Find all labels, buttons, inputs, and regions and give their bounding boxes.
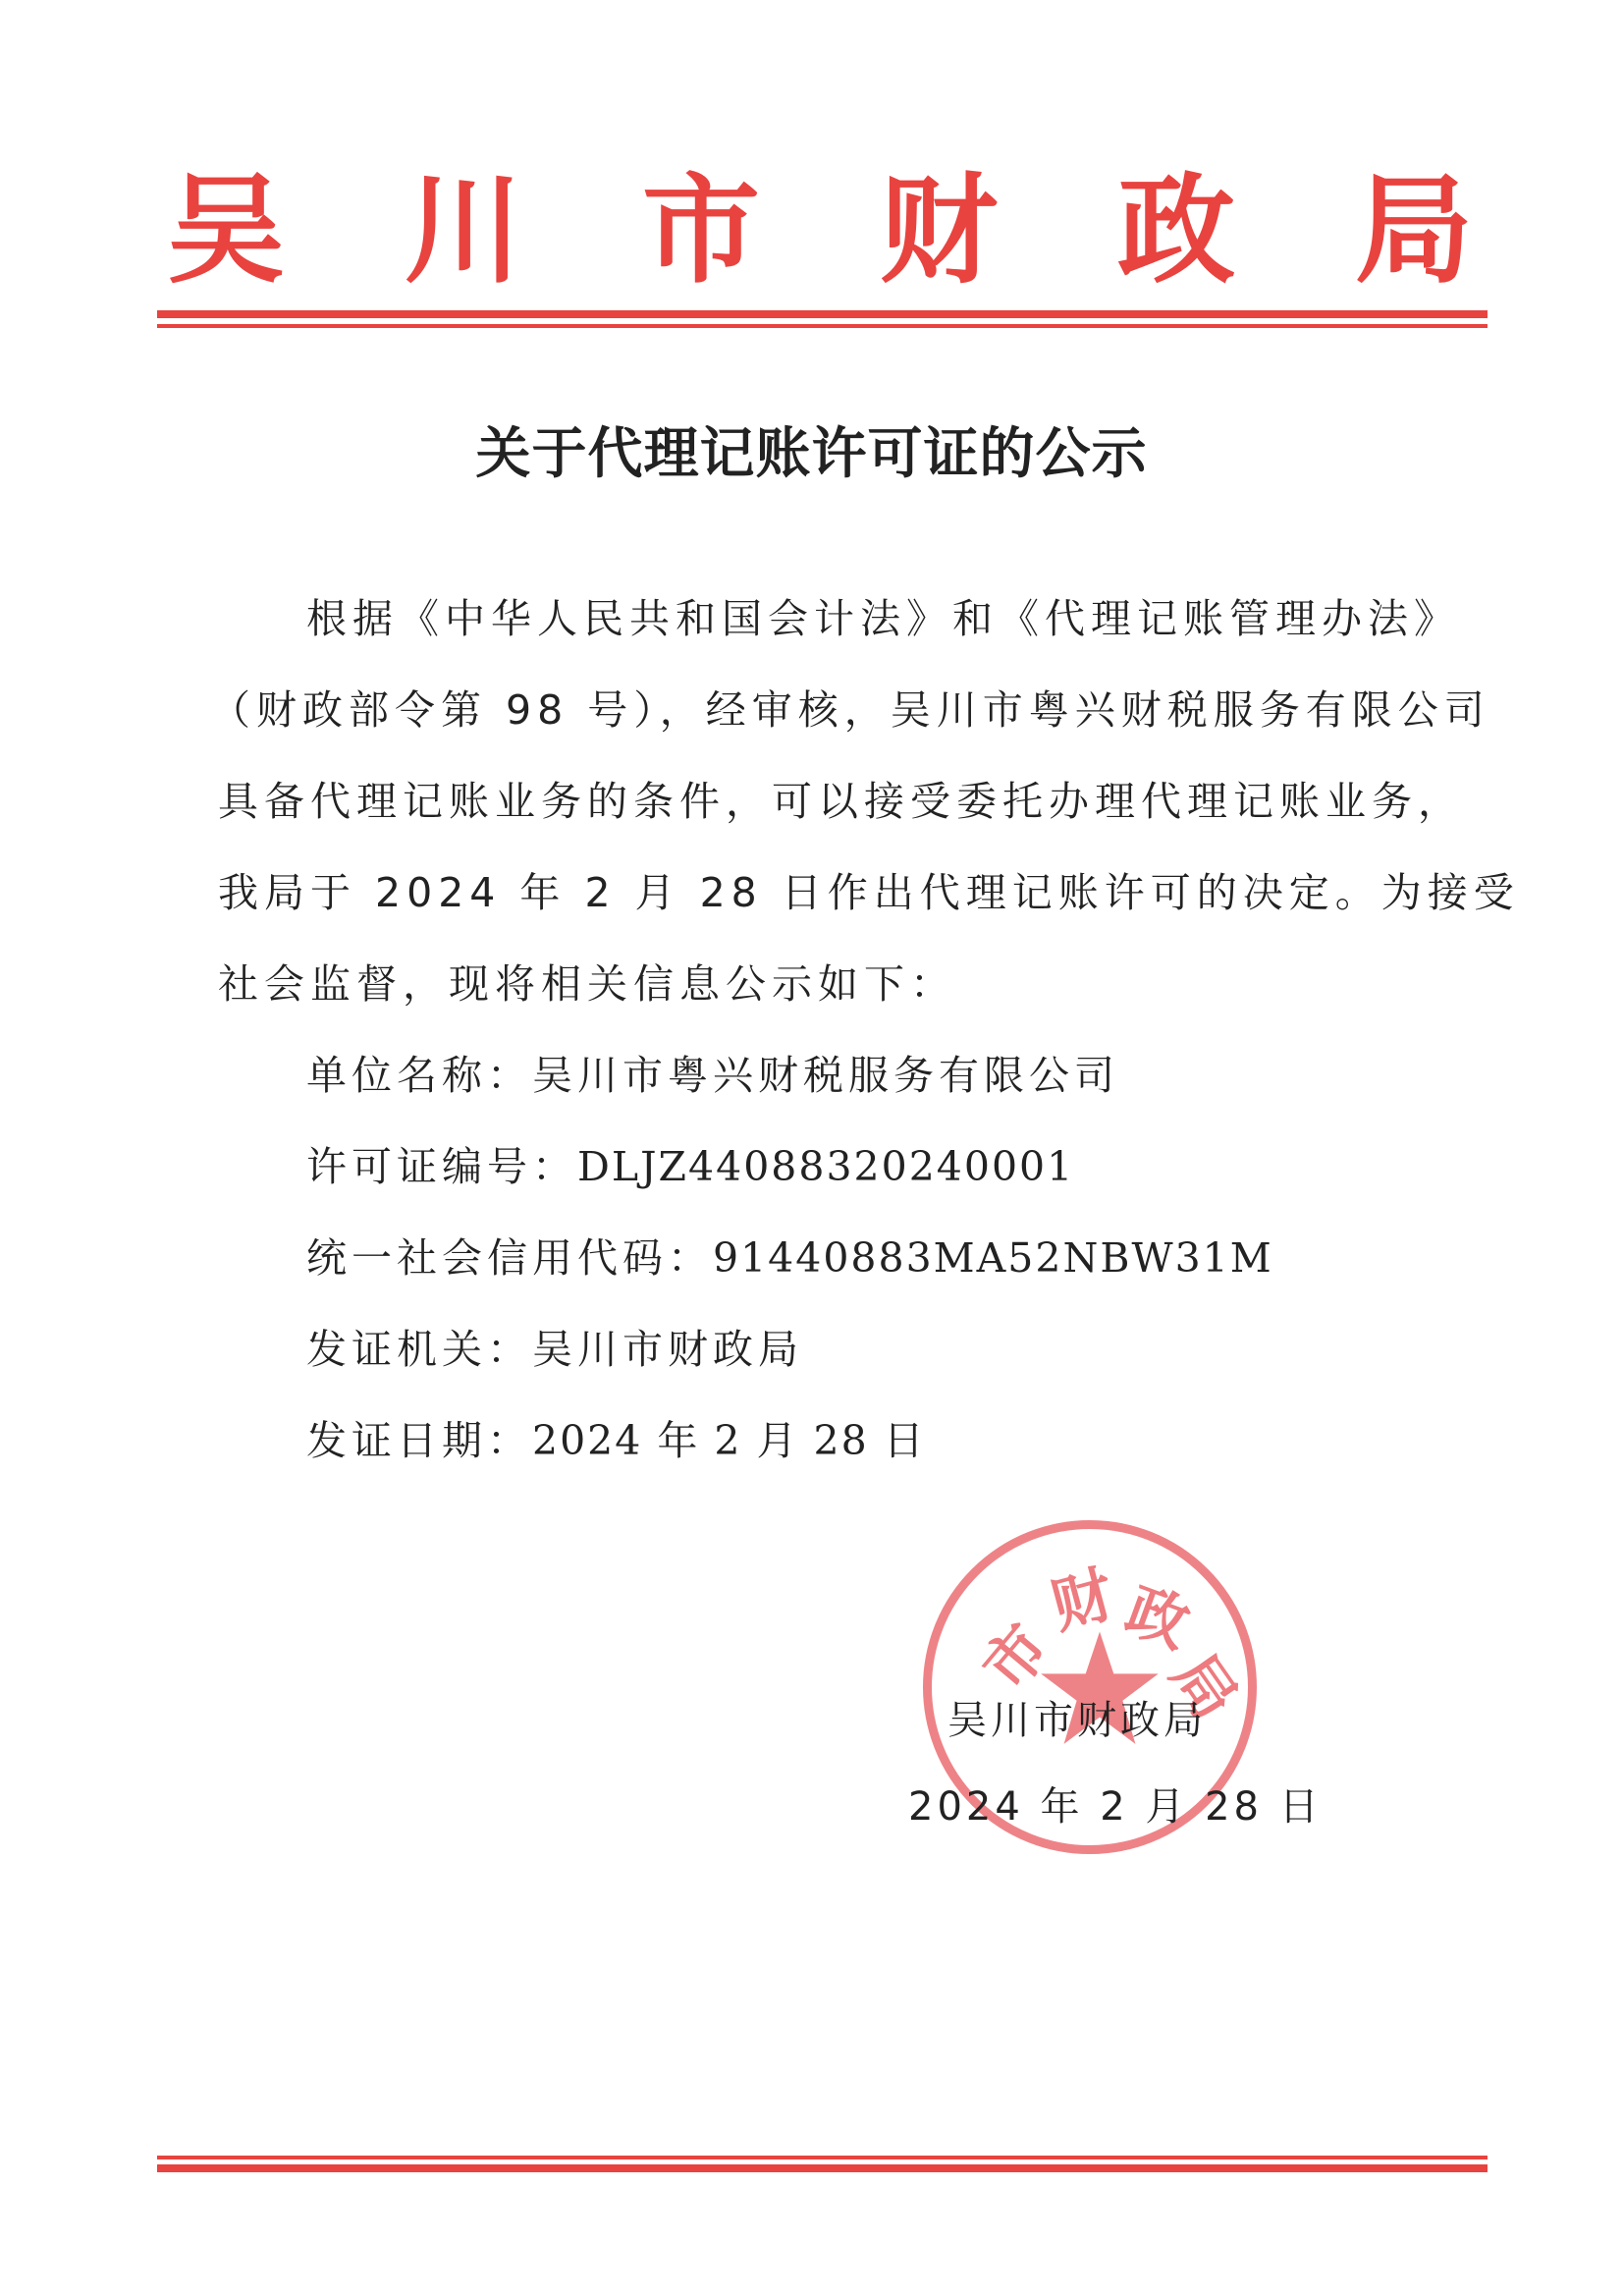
signature-org: 吴川市财政局	[947, 1698, 1207, 1743]
info-label: 发证日期：	[306, 1417, 532, 1464]
seal-char: 政	[1116, 1573, 1199, 1663]
issuing-authority-header	[157, 161, 1483, 300]
info-value: 吴川市粤兴财税服务有限公司	[532, 1052, 1119, 1099]
header-char: 吴	[167, 161, 285, 300]
info-value: 91440883MA52NBW31M	[713, 1234, 1273, 1282]
header-rule-thin	[157, 324, 1488, 328]
info-value: DLJZ44088320240001	[577, 1143, 1075, 1190]
header-rule-thick	[157, 310, 1488, 318]
body-line: 社会监督，现将相关信息公示如下：	[218, 960, 956, 1008]
header-char: 局	[1355, 161, 1473, 300]
info-unit-name	[306, 1043, 1119, 1101]
header-char: 财	[880, 161, 998, 300]
seal-char: 财	[1043, 1558, 1121, 1643]
info-label: 发证机关：	[306, 1326, 532, 1373]
info-value: 2024 年 2 月 28 日	[532, 1417, 926, 1464]
seal-char: 局	[1158, 1641, 1252, 1732]
header-char: 政	[1117, 161, 1235, 300]
footer-rule-thick	[157, 2164, 1488, 2172]
info-label: 单位名称：	[306, 1052, 532, 1099]
body-paragraph	[210, 574, 1520, 1030]
footer-rule-thin	[157, 2156, 1488, 2159]
signature-date: 2024 年 2 月 28 日	[908, 1784, 1323, 1830]
info-label: 许可证编号：	[306, 1143, 577, 1190]
seal-char: 市	[968, 1611, 1063, 1704]
header-char: 市	[642, 161, 760, 300]
document-title: 关于代理记账许可证的公示	[475, 421, 1148, 486]
body-line: 我局于 2024 年 2 月 28 日作出代理记账许可的决定。为接受	[218, 869, 1520, 916]
body-line: 具备代理记账业务的条件，可以接受委托办理代理记账业务，	[218, 778, 1464, 825]
body-line: （财政部令第 98 号），经审核，吴川市粤兴财税服务有限公司	[210, 686, 1490, 734]
info-value: 吴川市财政局	[532, 1326, 803, 1373]
body-line: 根据《中华人民共和国会计法》和《代理记账管理办法》	[306, 595, 1460, 642]
info-issuer	[306, 1317, 803, 1375]
info-label: 统一社会信用代码：	[306, 1234, 713, 1282]
info-license-no	[306, 1134, 1074, 1192]
info-issue-date	[306, 1408, 926, 1466]
info-credit-code	[306, 1226, 1273, 1284]
header-char: 川	[405, 161, 522, 300]
